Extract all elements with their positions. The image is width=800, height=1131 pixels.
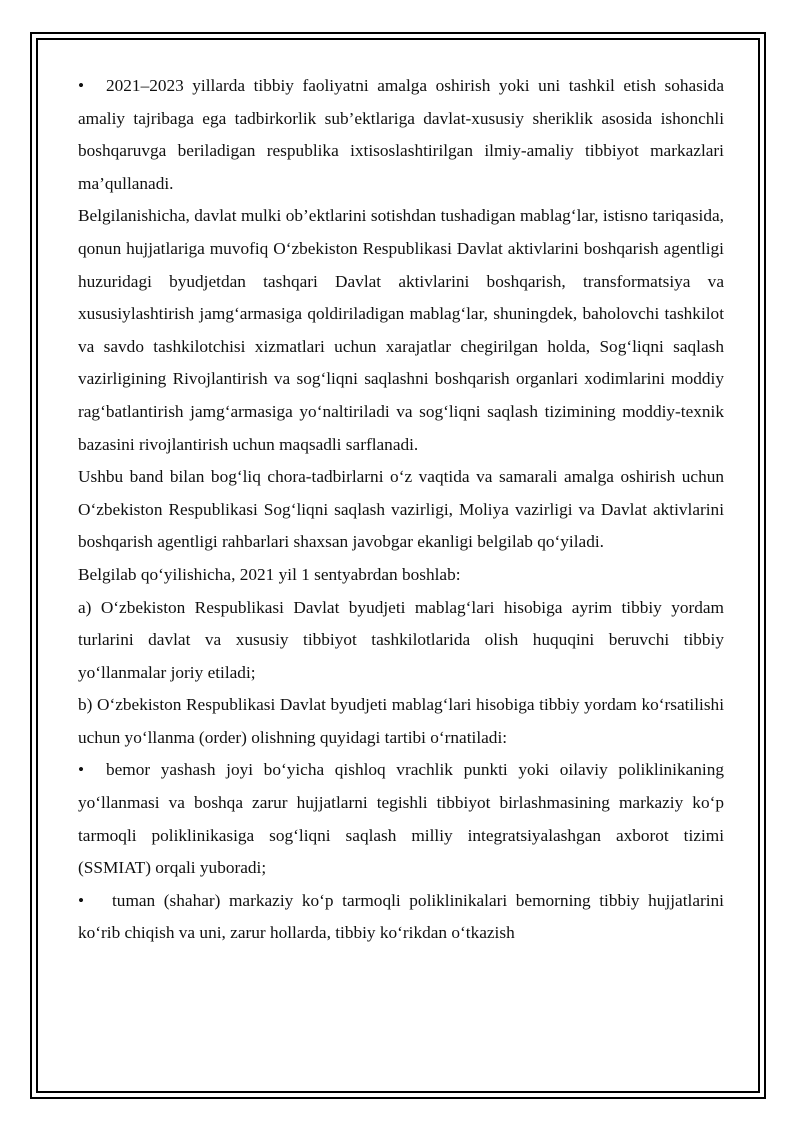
paragraph-text: bemor yashash joyi bo‘yicha qishloq vrachlik punkti yoki oilaviy poliklinikaning yo‘llanmasi va boshqa zarur hujjatlarni tegishli tibbiyot birlashmasining markaziy ko‘p tarmoqli poliklinikasiga sog‘liqni saqlash milliy integratsiyalashgan axborot tizimi (SSMIAT) orqali yuboradi; <box>78 760 724 878</box>
paragraph-text: b) O‘zbekiston Respublikasi Davlat byudjeti mablag‘lari hisobiga tibbiy yordam ko‘rsatilishi uchun yo‘llanma (order) olishning quyidagi tartibi o‘rnatiladi: <box>78 695 724 747</box>
paragraph-text: tuman (shahar) markaziy ko‘p tarmoqli poliklinikalari bemorning tibbiy hujjatlarini ko‘rib chiqish va uni, zarur hollarda, tibbiy ko‘rikdan o‘tkazish <box>78 890 724 943</box>
document-body <box>78 70 724 950</box>
paragraph-4 <box>78 559 724 592</box>
paragraph-6 <box>78 689 724 754</box>
paragraph-bullet-1 <box>78 70 724 200</box>
paragraph-2 <box>78 200 724 461</box>
paragraph-bullet-7 <box>78 754 724 884</box>
paragraph-5 <box>78 592 724 690</box>
paragraph-3 <box>78 461 724 559</box>
bullet-icon: • <box>78 760 85 780</box>
bullet-icon: • <box>78 76 85 95</box>
paragraph-text: Belgilab qo‘yilishicha, 2021 yil 1 sentyabrdan boshlab: <box>78 564 461 584</box>
paragraph-text: 2021–2023 yillarda tibbiy faoliyatni amalga oshirish yoki uni tashkil etish sohasida amaliy tajribaga ega tadbirkorlik sub’ektlariga davlat-xususiy sheriklik asosida ishonchli boshqaruvga beriladigan respublika ixtisoslashtirilgan ilmiy-amaliy tibbiyot markazlari ma’qullanadi. <box>78 76 724 193</box>
paragraph-bullet-8 <box>78 885 724 950</box>
paragraph-text: a) O‘zbekiston Respublikasi Davlat byudjeti mablag‘lari hisobiga ayrim tibbiy yordam turlarini davlat va xususiy tibbiyot tashkilotlarida olish huquqini beruvchi tibbiy yo‘llanmalar joriy etiladi; <box>78 597 724 682</box>
paragraph-text: Belgilanishicha, davlat mulki ob’ektlarini sotishdan tushadigan mablag‘lar, istisno tariqasida, qonun hujjatlariga muvofiq O‘zbekiston Respublikasi Davlat aktivlarini boshqarish agentligi huzuridagi byudjetdan tashqari Davlat aktivlarini boshqarish, transformatsiya va xususiylashtirish jamg‘armasiga qoldiriladigan mablag‘lar, shuningdek, baholovchi tashkilot va savdo tashkilotchisi xizmatlari uchun xarajatlar chegirilgan holda, Sog‘liqni saqlash vazirligining Rivojlantirish va sog‘liqni saqlashni boshqarish organlari xodimlarini moddiy rag‘batlantirish jamg‘armasiga yo‘naltiriladi va sog‘liqni saqlash tizimining moddiy-texnik bazasini rivojlantirish uchun maqsadli sarflanadi. <box>78 206 724 454</box>
bullet-icon: • <box>78 890 85 910</box>
paragraph-text: Ushbu band bilan bog‘liq chora-tadbirlarni o‘z vaqtida va samarali amalga oshirish uchun O‘zbekiston Respublikasi Sog‘liqni saqlash vazirligi, Moliya vazirligi va Davlat aktivlarini boshqarish agentligi rahbarlari shaxsan javobgar ekanligi belgilab qo‘yiladi. <box>78 467 724 552</box>
